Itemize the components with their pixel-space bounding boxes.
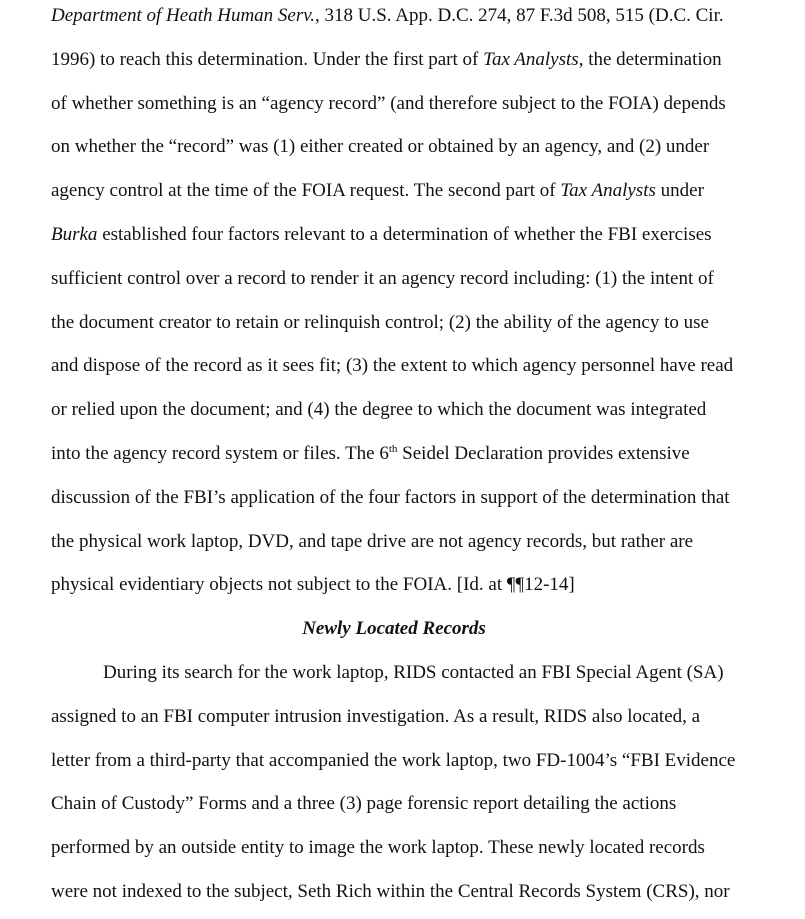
text-line [51,4,724,28]
section-heading: Newly Located Records [302,618,486,639]
superscript: th [388,443,398,455]
text-line [51,398,706,422]
text-span: discussion of the FBI’s application of the four factors in support of the determination that [51,486,730,508]
italic-text: Tax Analysts [560,180,656,202]
text-span: Seidel Declaration provides extensive [397,443,690,464]
text-span: 1996) to reach this determination. Under the first part of [51,48,484,70]
text-line [51,311,709,335]
text-span: physical evidentiary objects not subject to the FOIA. [Id. at ¶¶12-14] [51,574,575,596]
text-span: performed by an outside entity to image the work laptop. These newly located records [51,837,705,859]
text-line [51,442,690,466]
text-line [51,135,709,159]
text-line [51,179,704,203]
text-span: or relied upon the document; and (4) the degree to which the document was integrated [51,399,707,421]
text-line [51,573,575,597]
text-line [51,486,730,510]
text-line [51,749,735,773]
text-span: on whether the “record” was (1) either created or obtained by an agency, and (2) under [51,136,710,158]
text-line [51,836,705,860]
text-span: and dispose of the record as it sees fit; (3) the extent to which agency personnel have read [51,355,734,377]
text-line [51,92,726,116]
text-span: of whether something is an “agency record” (and therefore subject to the FOIA) depends [51,92,726,114]
text-line [51,48,722,72]
text-span: the document creator to retain or relinquish control; (2) the ability of the agency to use [51,311,709,333]
text-span: , the determination [578,48,722,70]
text-span: the physical work laptop, DVD, and tape drive are not agency records, but rather are [51,530,694,552]
text-span: assigned to an FBI computer intrusion investigation. As a result, RIDS also located, a [51,705,701,727]
text-line [51,267,714,291]
italic-text: Department of Heath Human Serv. [51,5,316,26]
text-line [103,661,724,685]
text-span: During its search for the work laptop, RIDS contacted an FBI Special Agent (SA) [103,662,724,683]
text-span: under [655,180,704,202]
text-span: agency control at the time of the FOIA request. The second part of [51,180,561,202]
text-span: established four factors relevant to a determination of whether the FBI exercises [97,224,712,245]
text-line [51,530,693,554]
text-span: into the agency record system or files. The 6 [51,443,389,464]
text-line [51,880,730,904]
text-line [51,705,700,729]
italic-text: Tax Analysts [483,48,579,70]
italic-text: Burka [51,224,98,245]
text-span: were not indexed to the subject, Seth Rich within the Central Records System (CRS), nor [51,881,730,902]
text-line [51,354,733,378]
text-span: , 318 U.S. App. D.C. 274, 87 F.3d 508, 515 (D.C. Cir. [315,5,724,26]
text-span: letter from a third-party that accompanied the work laptop, two FD-1004’s “FBI Evidence [51,749,736,771]
text-line [51,223,712,247]
text-span: Chain of Custody” Forms and a three (3) page forensic report detailing the actions [51,793,677,815]
text-span: sufficient control over a record to render it an agency record including: (1) the intent of [51,267,714,289]
text-line [51,792,676,816]
